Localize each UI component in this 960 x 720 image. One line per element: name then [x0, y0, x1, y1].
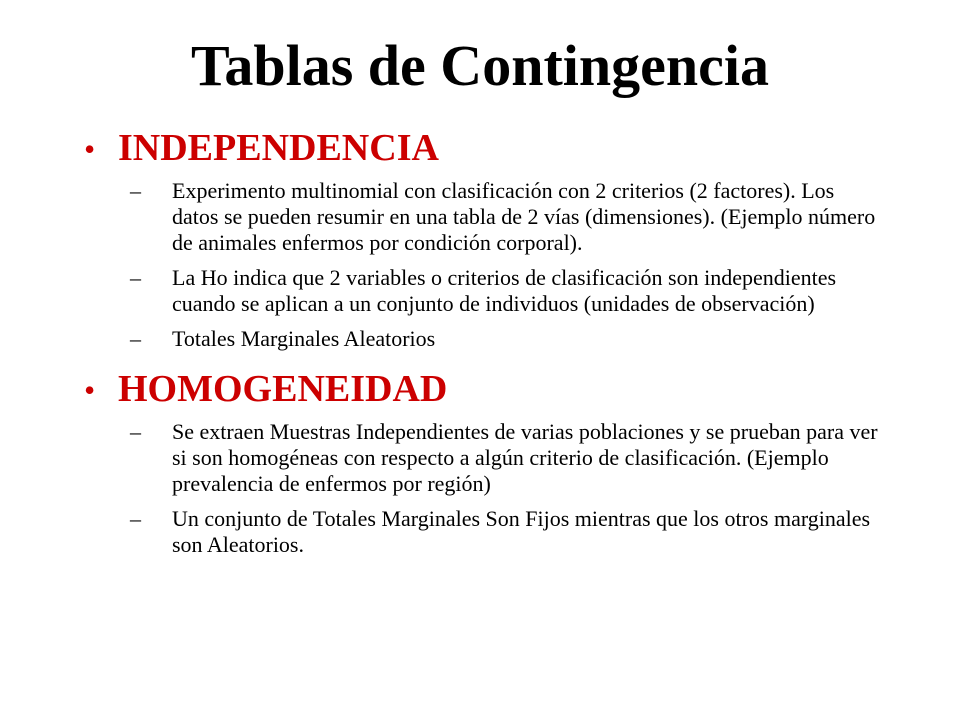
bullet-row — [84, 361, 884, 417]
section-homogeneidad — [84, 361, 884, 558]
dash-icon: – — [130, 326, 141, 351]
bullet-icon: • — [84, 131, 96, 167]
dash-icon: – — [130, 178, 141, 203]
slide-title: Tablas de Contingencia — [191, 33, 769, 98]
dash-icon: – — [130, 506, 141, 531]
section-independencia — [84, 120, 884, 352]
list-item — [84, 326, 884, 352]
dash-icon: – — [130, 419, 141, 444]
bullet-icon: • — [84, 372, 96, 408]
list-item — [84, 265, 884, 317]
list-item-text: Un conjunto de Totales Marginales Son Fijos mientras que los otros marginales son Aleatorios. — [172, 506, 871, 557]
slide-content — [84, 120, 884, 567]
list-item — [84, 419, 884, 497]
section-heading: INDEPENDENCIA — [118, 127, 439, 169]
bullet-row — [84, 120, 884, 176]
list-item-text: Totales Marginales Aleatorios — [172, 326, 436, 351]
sub-list — [84, 419, 884, 558]
list-item-text: Se extraen Muestras Independientes de varias poblaciones y se prueban para ver si son homogéneas con respecto a algún criterio de clasificación. (Ejemplo prevalencia de enfermos por región) — [172, 419, 878, 496]
list-item-text: Experimento multinomial con clasificación con 2 criterios (2 factores). Los datos se pueden resumir en una tabla de 2 vías (dimensiones). (Ejemplo número de animales enfermos por condición corporal). — [172, 178, 876, 255]
dash-icon: – — [130, 265, 141, 290]
list-item — [84, 178, 884, 256]
sub-list — [84, 178, 884, 352]
list-item — [84, 506, 884, 558]
list-item-text: La Ho indica que 2 variables o criterios de clasificación son independientes cuando se aplican a un conjunto de individuos (unidades de observación) — [172, 265, 837, 316]
section-heading: HOMOGENEIDAD — [118, 368, 448, 410]
